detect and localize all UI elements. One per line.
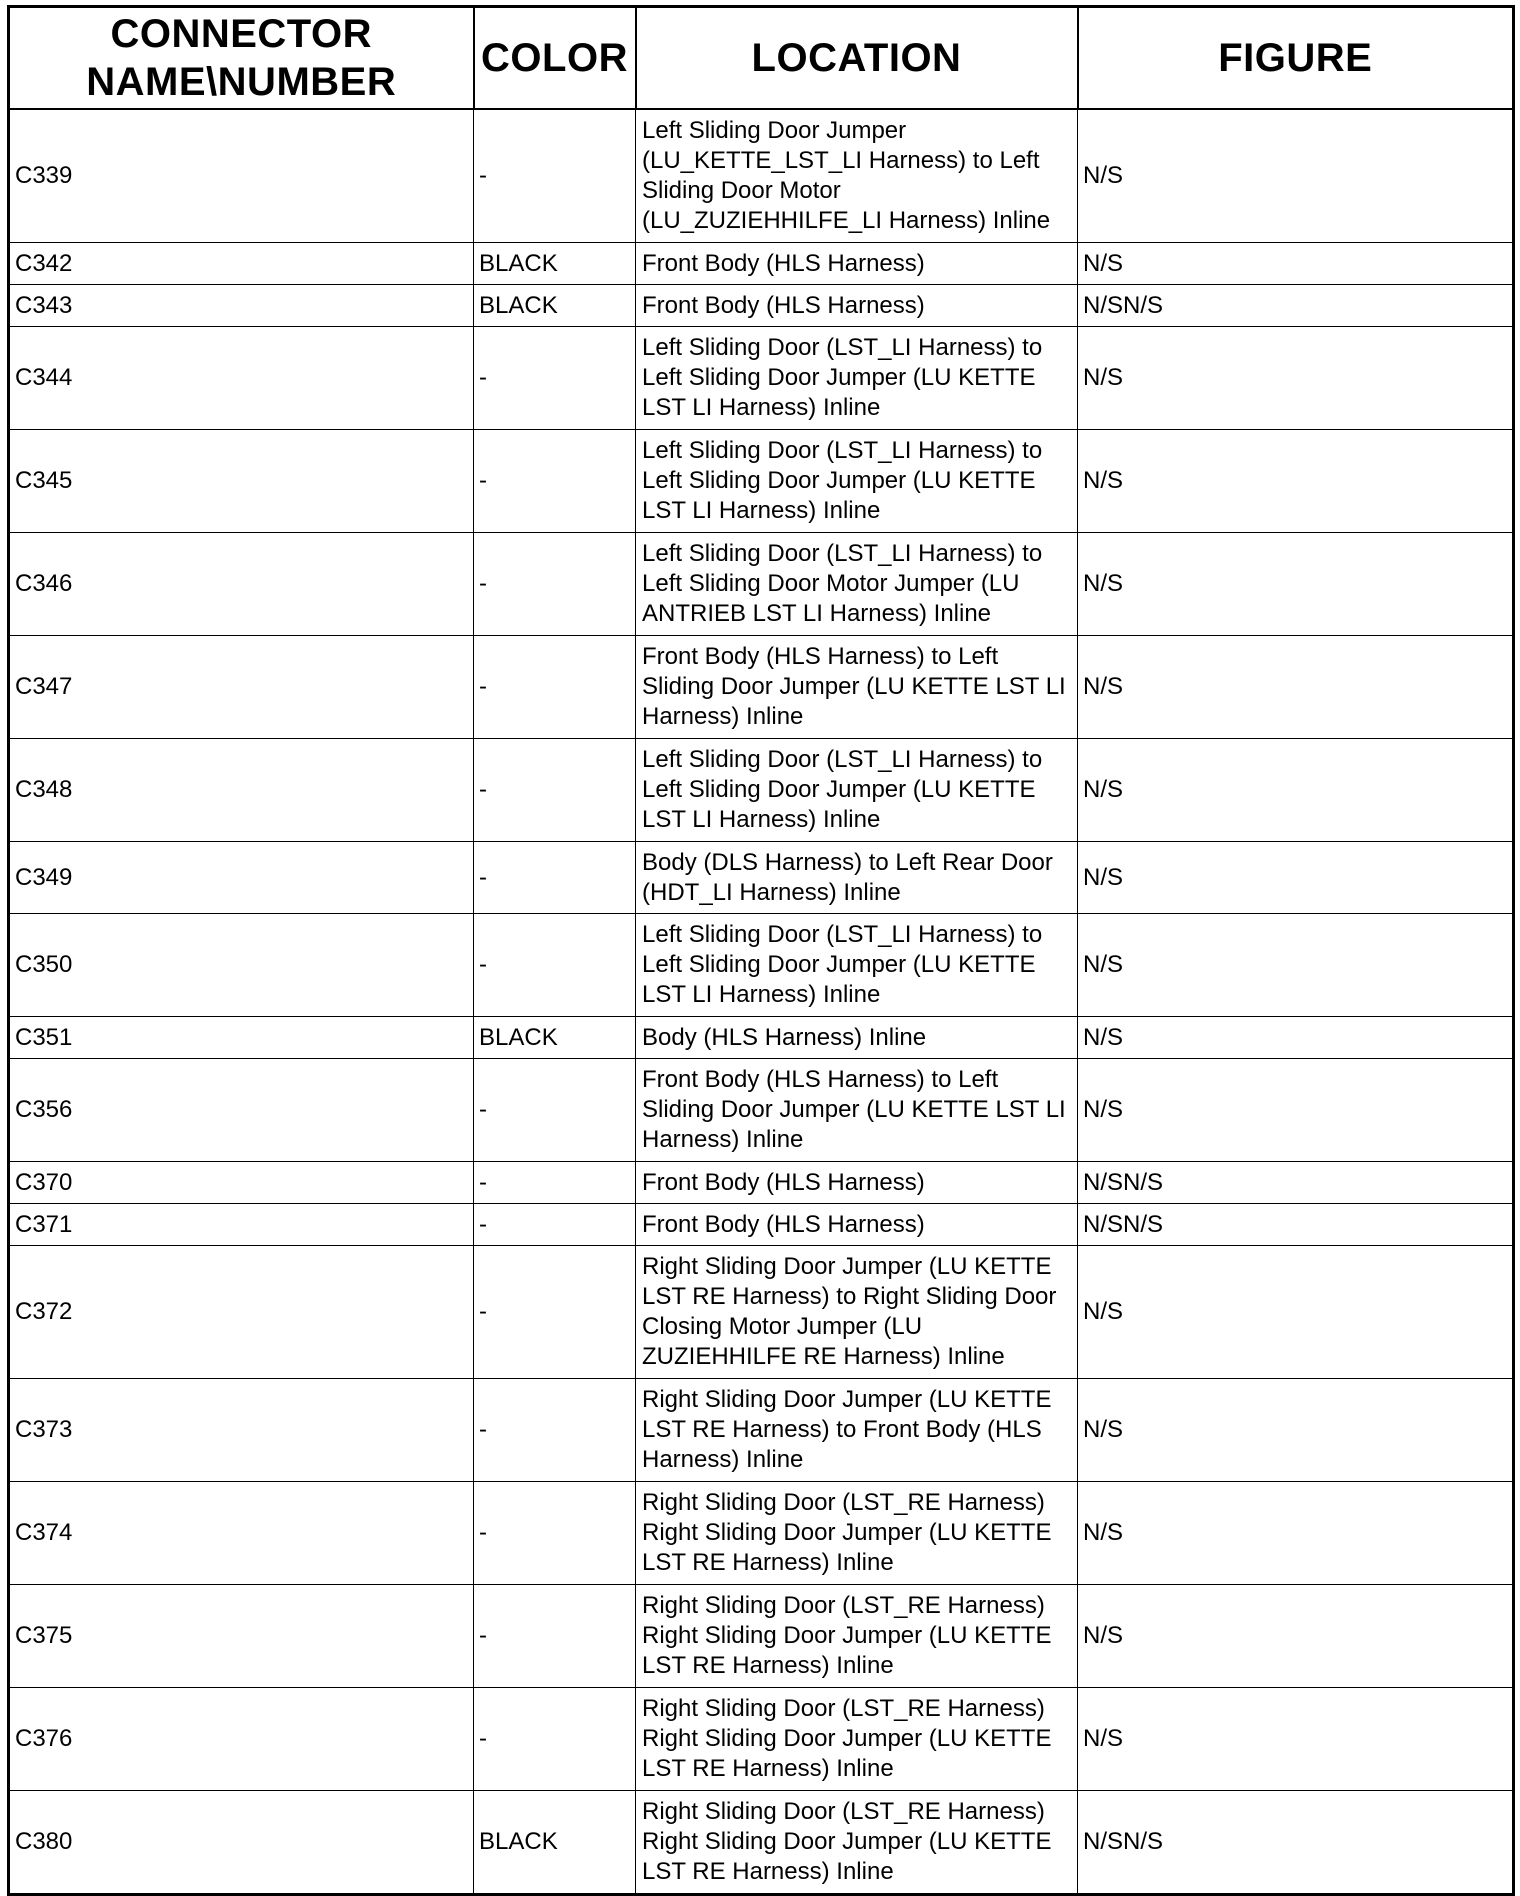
location-cell: Left Sliding Door (LST_LI Harness) to Left Sliding Door Jumper (LU KETTE LST LI Harness) Inline [636,327,1078,430]
connector-cell: C376 [9,1688,474,1791]
color-cell: - [474,533,636,636]
color-cell: - [474,739,636,842]
connector-cell: C356 [9,1059,474,1162]
connector-table [7,5,1515,1896]
color-cell: BLACK [474,243,636,285]
color-cell: - [474,914,636,1017]
color-cell: - [474,1688,636,1791]
table-row [9,533,1514,636]
table-row [9,1059,1514,1162]
color-cell: BLACK [474,1791,636,1895]
connector-cell: C339 [9,109,474,243]
table-body [9,109,1514,1895]
color-cell: - [474,842,636,914]
figure-cell: N/S [1078,739,1514,842]
location-cell: Right Sliding Door (LST_RE Harness) Right Sliding Door Jumper (LU KETTE LST RE Harness) Inline [636,1688,1078,1791]
figure-cell: N/SN/S [1078,1162,1514,1204]
table-row [9,430,1514,533]
table-row [9,1482,1514,1585]
location-cell: Front Body (HLS Harness) [636,1162,1078,1204]
color-cell: - [474,1059,636,1162]
connector-cell: C350 [9,914,474,1017]
color-cell: - [474,1585,636,1688]
location-cell: Body (DLS Harness) to Left Rear Door (HDT_LI Harness) Inline [636,842,1078,914]
figure-cell: N/S [1078,1059,1514,1162]
connector-cell: C345 [9,430,474,533]
color-cell: - [474,1246,636,1379]
color-cell: - [474,1162,636,1204]
location-cell: Left Sliding Door Jumper (LU_KETTE_LST_LI Harness) to Left Sliding Door Motor (LU_ZUZIEHHILFE_LI Harness) Inline [636,109,1078,243]
figure-cell: N/S [1078,533,1514,636]
figure-cell: N/S [1078,842,1514,914]
table-row [9,842,1514,914]
color-cell: - [474,1379,636,1482]
connector-cell: C349 [9,842,474,914]
table-row [9,1204,1514,1246]
table-row [9,1246,1514,1379]
location-cell: Right Sliding Door (LST_RE Harness) Right Sliding Door Jumper (LU KETTE LST RE Harness) Inline [636,1791,1078,1895]
color-cell: - [474,430,636,533]
figure-cell: N/S [1078,914,1514,1017]
connector-cell: C374 [9,1482,474,1585]
location-cell: Front Body (HLS Harness) [636,1204,1078,1246]
color-cell: - [474,636,636,739]
figure-cell: N/S [1078,1688,1514,1791]
connector-cell: C348 [9,739,474,842]
connector-cell: C372 [9,1246,474,1379]
location-cell: Left Sliding Door (LST_LI Harness) to Left Sliding Door Jumper (LU KETTE LST LI Harness) Inline [636,914,1078,1017]
figure-cell: N/SN/S [1078,1204,1514,1246]
figure-cell: N/SN/S [1078,1791,1514,1895]
table-row [9,739,1514,842]
table-row [9,1162,1514,1204]
table-header [9,7,1514,110]
location-cell: Front Body (HLS Harness) to Left Sliding Door Jumper (LU KETTE LST LI Harness) Inline [636,1059,1078,1162]
connector-table-container [7,5,1512,1896]
connector-cell: C344 [9,327,474,430]
table-row [9,109,1514,243]
table-row [9,327,1514,430]
location-cell: Right Sliding Door Jumper (LU KETTE LST RE Harness) to Right Sliding Door Closing Motor Jumper (LU ZUZIEHHILFE RE Harness) Inline [636,1246,1078,1379]
header-location: LOCATION [636,7,1078,110]
connector-cell: C380 [9,1791,474,1895]
color-cell: BLACK [474,285,636,327]
figure-cell: N/S [1078,327,1514,430]
table-row [9,285,1514,327]
color-cell: - [474,327,636,430]
location-cell: Front Body (HLS Harness) [636,243,1078,285]
table-row [9,1379,1514,1482]
figure-cell: N/SN/S [1078,285,1514,327]
figure-cell: N/S [1078,1246,1514,1379]
location-cell: Left Sliding Door (LST_LI Harness) to Left Sliding Door Jumper (LU KETTE LST LI Harness) Inline [636,430,1078,533]
color-cell: - [474,1204,636,1246]
header-row [9,7,1514,110]
connector-cell: C351 [9,1017,474,1059]
location-cell: Right Sliding Door (LST_RE Harness) Right Sliding Door Jumper (LU KETTE LST RE Harness) Inline [636,1482,1078,1585]
figure-cell: N/S [1078,109,1514,243]
connector-cell: C370 [9,1162,474,1204]
location-cell: Right Sliding Door Jumper (LU KETTE LST RE Harness) to Front Body (HLS Harness) Inline [636,1379,1078,1482]
figure-cell: N/S [1078,1379,1514,1482]
location-cell: Left Sliding Door (LST_LI Harness) to Left Sliding Door Motor Jumper (LU ANTRIEB LST LI Harness) Inline [636,533,1078,636]
figure-cell: N/S [1078,1017,1514,1059]
figure-cell: N/S [1078,430,1514,533]
connector-cell: C347 [9,636,474,739]
connector-cell: C371 [9,1204,474,1246]
table-row [9,1585,1514,1688]
table-row [9,243,1514,285]
header-figure: FIGURE [1078,7,1514,110]
table-row [9,914,1514,1017]
connector-cell: C373 [9,1379,474,1482]
location-cell: Left Sliding Door (LST_LI Harness) to Left Sliding Door Jumper (LU KETTE LST LI Harness) Inline [636,739,1078,842]
color-cell: - [474,109,636,243]
location-cell: Body (HLS Harness) Inline [636,1017,1078,1059]
table-row [9,1791,1514,1895]
location-cell: Front Body (HLS Harness) to Left Sliding Door Jumper (LU KETTE LST LI Harness) Inline [636,636,1078,739]
figure-cell: N/S [1078,1585,1514,1688]
location-cell: Front Body (HLS Harness) [636,285,1078,327]
header-connector: CONNECTOR NAME\NUMBER [9,7,474,110]
color-cell: BLACK [474,1017,636,1059]
header-color: COLOR [474,7,636,110]
figure-cell: N/S [1078,1482,1514,1585]
connector-cell: C342 [9,243,474,285]
color-cell: - [474,1482,636,1585]
table-row [9,636,1514,739]
table-row [9,1688,1514,1791]
connector-cell: C375 [9,1585,474,1688]
table-row [9,1017,1514,1059]
connector-cell: C346 [9,533,474,636]
connector-cell: C343 [9,285,474,327]
location-cell: Right Sliding Door (LST_RE Harness) Right Sliding Door Jumper (LU KETTE LST RE Harness) Inline [636,1585,1078,1688]
figure-cell: N/S [1078,636,1514,739]
figure-cell: N/S [1078,243,1514,285]
